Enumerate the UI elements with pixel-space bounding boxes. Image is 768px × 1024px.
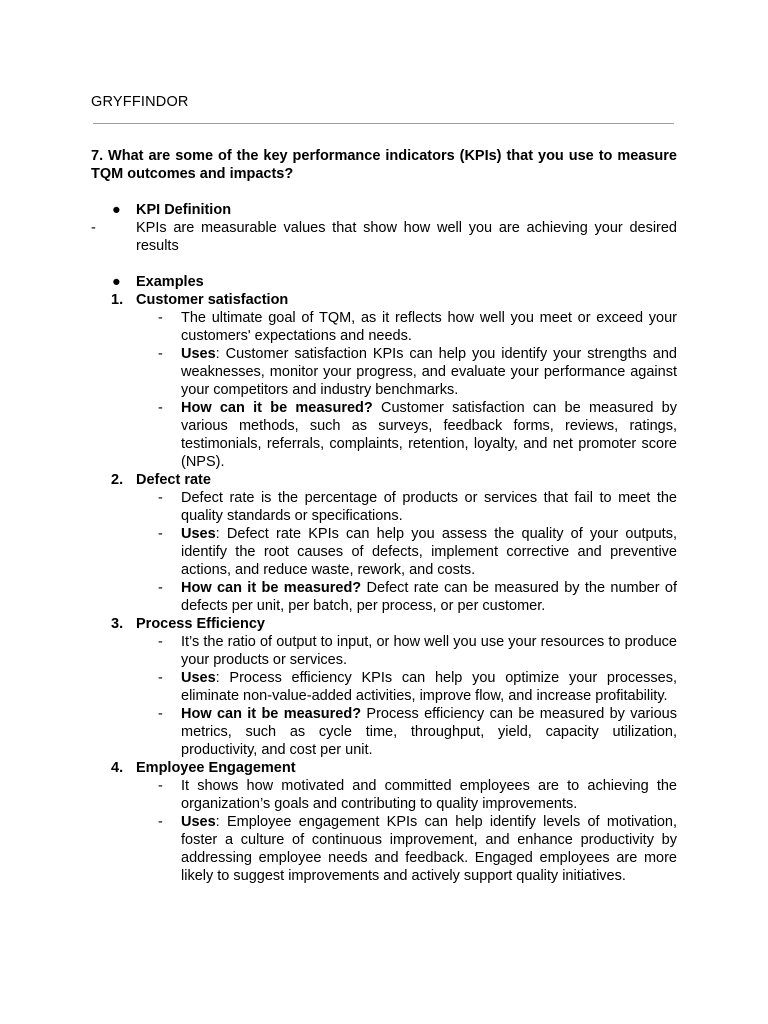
point-label: Uses — [181, 814, 216, 830]
point-text: The ultimate goal of TQM, as it reflects how well you meet or exceed your customers' expectations and needs. — [181, 310, 677, 344]
point-text: It’s the ratio of output to input, or how well you use your resources to produce your products or services. — [181, 634, 677, 668]
example-point — [91, 705, 677, 759]
point-label: Uses — [181, 670, 216, 686]
example-item-heading — [91, 471, 677, 489]
bullet-dot-icon: ● — [112, 202, 121, 218]
example-number: 1. — [111, 292, 124, 308]
dash-marker: - — [158, 706, 163, 722]
document-header-title: GRYFFINDOR — [91, 94, 189, 110]
example-point — [91, 777, 677, 813]
example-point — [91, 525, 677, 579]
example-point — [91, 399, 677, 471]
dash-marker: - — [158, 778, 163, 794]
dash-marker: - — [158, 634, 163, 650]
point-label: Uses — [181, 526, 216, 542]
point-text: Customer satisfaction can be measured by various methods, such as surveys, feedback forms, reviews, ratings, testimonials, referrals, complaints, retention, loyalty, and net promoter score (NPS). — [181, 400, 677, 470]
dash-marker: - — [158, 310, 163, 326]
dash-marker: - — [91, 220, 96, 236]
dash-marker: - — [158, 346, 163, 362]
dash-marker: - — [158, 670, 163, 686]
example-point — [91, 579, 677, 615]
point-label: Uses — [181, 346, 216, 362]
point-label: How can it be measured? — [181, 400, 373, 416]
example-title: Process Efficiency — [136, 616, 265, 632]
point-text: : Process efficiency KPIs can help you optimize your processes, eliminate non-value-added activities, improve flow, and increase profitability. — [181, 670, 677, 704]
example-point — [91, 633, 677, 669]
point-text: It shows how motivated and committed employees are to achieving the organization’s goals and contributing to quality improvements. — [181, 778, 677, 812]
point-text: : Customer satisfaction KPIs can help you identify your strengths and weaknesses, monitor your progress, and evaluate your performance against your competitors and industry benchmarks. — [181, 346, 677, 398]
example-item-heading — [91, 291, 677, 309]
example-point — [91, 309, 677, 345]
example-number: 3. — [111, 616, 124, 632]
dash-marker: - — [158, 580, 163, 596]
example-item-heading — [91, 615, 677, 633]
dash-marker: - — [158, 400, 163, 416]
point-text: Defect rate is the percentage of products or services that fail to meet the quality standards or specifications. — [181, 490, 677, 524]
example-number: 4. — [111, 760, 124, 776]
dash-marker: - — [158, 490, 163, 506]
example-item-heading — [91, 759, 677, 777]
dash-marker: - — [158, 814, 163, 830]
example-point — [91, 345, 677, 399]
kpi-definition-text: KPIs are measurable values that show how well you are achieving your desired results — [136, 220, 677, 254]
example-point — [91, 669, 677, 705]
example-title: Defect rate — [136, 472, 211, 488]
point-text: Process efficiency can be measured by various metrics, such as cycle time, throughput, yield, capacity utilization, productivity, and cost per unit. — [181, 706, 677, 758]
document-body — [91, 147, 677, 885]
kpi-definition-text-row — [91, 219, 677, 255]
point-text: Defect rate can be measured by the number of defects per unit, per batch, per process, or per customer. — [181, 580, 677, 614]
bullet-dot-icon: ● — [112, 274, 121, 290]
example-number: 2. — [111, 472, 124, 488]
question-heading: 7. What are some of the key performance indicators (KPIs) that you use to measure TQM outcomes and impacts? — [91, 148, 677, 182]
example-point — [91, 489, 677, 525]
point-text: : Employee engagement KPIs can help identify levels of motivation, foster a culture of continuous improvement, and enhance productivity by addressing employee needs and feedback. Engaged employees are more likely to suggest improvements and actively support quality initiatives. — [181, 814, 677, 884]
dash-marker: - — [158, 526, 163, 542]
point-text: : Defect rate KPIs can help you assess the quality of your outputs, identify the root causes of defects, implement corrective and preventive actions, and reduce waste, rework, and costs. — [181, 526, 677, 578]
example-point — [91, 813, 677, 885]
examples-bullet — [91, 273, 677, 291]
point-label: How can it be measured? — [181, 580, 362, 596]
point-label: How can it be measured? — [181, 706, 362, 722]
example-title: Customer satisfaction — [136, 292, 289, 308]
examples-list — [91, 291, 677, 885]
examples-heading: Examples — [136, 274, 204, 290]
example-title: Employee Engagement — [136, 760, 296, 776]
kpi-definition-bullet — [91, 201, 677, 219]
kpi-definition-heading: KPI Definition — [136, 202, 232, 218]
header-divider — [93, 123, 674, 124]
